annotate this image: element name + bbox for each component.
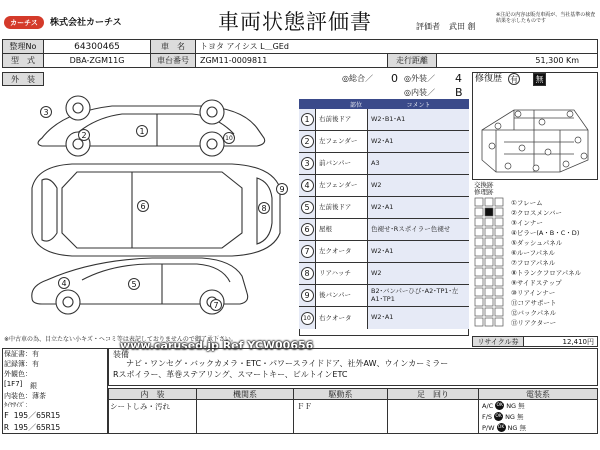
ok-mark: OK (497, 425, 505, 430)
ng-mark: NG (507, 423, 518, 432)
damage-row-5 (299, 197, 469, 219)
frame-item: ⑫バックパネル (511, 309, 557, 317)
damage-part: 左クオータ (316, 241, 368, 262)
drive-value: ＦＦ (297, 402, 312, 411)
frame-item: ①フレーム (511, 199, 543, 207)
damage-part: 右前後ドア (316, 109, 368, 130)
damage-comment: W2･A1 (371, 313, 394, 322)
ext-grade-value: 4 (455, 72, 462, 85)
frame-diagram (474, 90, 596, 178)
frame-item: ⑪コアサポート (511, 299, 557, 307)
header-note: ※注記の内容は販売車両が、当社基準の検査結果を示したものです (496, 12, 596, 24)
repair-has: 有 (510, 74, 518, 84)
frame-item: ⑤ダッシュパネル (511, 239, 563, 247)
damage-header (299, 99, 469, 109)
damage-part: 前バンパー (316, 153, 368, 174)
damage-num: 4 (301, 179, 314, 192)
interior-color-row: 内装色：薄茶 (4, 392, 46, 400)
recycle-value: 12,410円 (523, 336, 598, 347)
name-value: トヨタ アイシス L＿GEd (195, 39, 598, 54)
frame-item: ③インナー (511, 219, 543, 227)
damage-row-10 (299, 307, 469, 329)
frame-item: ⑥ルーフパネル (511, 249, 555, 257)
tire-rear: R 195／65R15 (4, 423, 61, 432)
mileage-value: 51,300 Km (436, 53, 598, 68)
damage-part: 左フェンダー (316, 175, 368, 196)
electrical-label: A/C (482, 401, 494, 410)
damage-header-comment: コメント (406, 101, 431, 109)
overall-label: ◎総合／ (342, 74, 373, 83)
frame-item: ⑨サイドステップ (511, 279, 562, 287)
diagram-marker-4: 4 (58, 277, 70, 289)
damage-part: 左フェンダー (316, 131, 368, 152)
damage-num: 8 (301, 267, 314, 280)
damage-row-1 (299, 109, 469, 131)
diagram-marker-6: 6 (137, 200, 149, 212)
none-mark: 無 (518, 402, 525, 410)
chassis-label: 車台番号 (150, 53, 196, 68)
diagram-marker-9: 9 (276, 183, 288, 195)
damage-part: 後バンパー (316, 285, 368, 306)
damage-num: 6 (301, 223, 314, 236)
frame-item: ②クロスメンバー (511, 209, 562, 217)
damage-num: 5 (301, 201, 314, 214)
damage-row-9 (299, 285, 469, 307)
interior-value: シートしみ・汚れ (110, 402, 170, 411)
int-grade-label: ◎内装／ (404, 88, 435, 97)
damage-part: 屋根 (316, 219, 368, 240)
diagram-marker-3: 3 (40, 106, 52, 118)
electrical-row-fs (482, 412, 523, 421)
diagram-marker-1: 1 (136, 125, 148, 137)
engine-box (196, 399, 294, 434)
damage-num: 2 (301, 135, 314, 148)
damage-num: 1 (301, 113, 314, 126)
repair-label: 修復歴 (475, 74, 503, 84)
damage-header-part: 部位 (349, 101, 362, 109)
suspension-heading: 足 回り (387, 388, 479, 400)
engine-heading: 機関系 (196, 388, 294, 400)
company-logo: カーチス (4, 16, 44, 29)
ext-grade-label: ◎外装／ (404, 74, 435, 83)
damage-comment: W2 (371, 268, 382, 277)
damage-comment: W2･A1 (371, 136, 394, 145)
electrical-row-ac (482, 401, 525, 410)
damage-comment: W2･A1 (371, 246, 394, 255)
interior-color-value: 薄茶 (32, 392, 46, 400)
damage-comment: W2･B1･A1 (371, 114, 406, 123)
drive-heading: 駆動系 (293, 388, 388, 400)
frame-item: ⑦フロアパネル (511, 259, 556, 267)
watermark: www.carused.jp Ref YCW00656 (120, 339, 314, 352)
frame-legend-items (511, 198, 599, 328)
model-value: DBA-ZGM11G (43, 53, 151, 68)
interior-heading: 内 装 (108, 388, 197, 400)
warranty-row: 保証書：有 (4, 350, 39, 358)
record-book-value: 有 (32, 360, 39, 368)
damage-row-6 (299, 219, 469, 241)
frame-item: ④ピラー(A・B・C・D) (511, 229, 580, 237)
damage-comment: A3 (371, 158, 380, 167)
equipment-line-1: ナビ・ワンセグ・バックカメラ・ETC・パワースライドドア、社外AW、ウインカーミラー (126, 359, 449, 368)
page-title: 車両状態評価書 (218, 10, 372, 34)
damage-part: 右クオータ (316, 307, 368, 329)
diagram-marker-10: 10 (223, 132, 235, 144)
damage-comment: B2･バンパーひび･A2･TP1･左A1･TP1 (371, 287, 459, 303)
damage-row-2 (299, 131, 469, 153)
tire-front: F 195／65R15 (4, 411, 61, 420)
exterior-color-row: 外観色： (4, 370, 32, 378)
damage-part: 左前後ドア (316, 197, 368, 218)
damage-row-3 (299, 153, 469, 175)
damage-row-7 (299, 241, 469, 263)
damage-num: 7 (301, 245, 314, 258)
frame-item: ⑧トランクフロアパネル (511, 269, 582, 277)
electrical-label: F/S (482, 412, 493, 421)
none-mark: 無 (519, 424, 526, 432)
damage-comment: W2 (371, 180, 382, 189)
chassis-value: ZGM11-0009811 (195, 53, 388, 68)
none-mark: 無 (516, 413, 524, 421)
frame-item: ⑬リアクターー (511, 319, 557, 327)
frame-item: ⑩リアインナー (511, 289, 556, 297)
equipment-line-2: Rスポイラー、革巻ステアリング、スマートキー、ビルトインETC (113, 370, 348, 379)
int-grade-value: B (455, 86, 463, 99)
damage-row-4 (299, 175, 469, 197)
evaluator-name: 武田 創 (449, 22, 476, 31)
repair-none: 無 (533, 73, 546, 86)
exterior-label: 外 装 (2, 72, 44, 86)
damage-comment: 色褪せ･Rスポイラー色褪せ (371, 224, 451, 233)
suspension-box (387, 399, 479, 434)
electrical-label: P/W (482, 423, 495, 432)
footnote: ※中古車の為、目立たない小キズ・ヘコミ等は表記しておりませんので御了承下さい。 (4, 336, 237, 343)
frame-legend-title-2: 修理跡 (474, 188, 494, 196)
damage-num: 10 (301, 312, 314, 325)
diagram-marker-2: 2 (78, 129, 90, 141)
exterior-color-value: 銀 (30, 382, 37, 390)
ok-mark: OK (496, 403, 503, 408)
company-name: 株式会社カーチス (50, 18, 122, 28)
evaluator-label: 評価者 (416, 22, 440, 31)
tire-size-label: ﾀｲﾔｻｲｽﾞ： (4, 402, 32, 409)
ref-label: 整理No (2, 39, 44, 54)
warranty-book-value: 有 (32, 350, 39, 358)
equipment-label: 装備 (113, 350, 129, 359)
electrical-heading: 電装系 (478, 388, 598, 400)
ok-mark: OK (495, 414, 502, 419)
frame-legend-title-1: 交換跡 (474, 181, 494, 189)
diagram-marker-8: 8 (258, 202, 270, 214)
damage-num: 9 (301, 289, 314, 302)
damage-comment: W2･A1 (371, 202, 394, 211)
ng-mark: NG (506, 401, 517, 410)
damage-part: リアハッチ (316, 263, 368, 284)
model-label: 型 式 (2, 53, 44, 68)
diagram-marker-5: 5 (128, 278, 140, 290)
car-diagram (2, 88, 298, 340)
damage-row-8 (299, 263, 469, 285)
frame-check-grid (474, 197, 510, 330)
recycle-label: リサイクル券 (472, 336, 524, 347)
ng-mark: NG (505, 412, 515, 421)
damage-num: 3 (301, 157, 314, 170)
record-row: 記録簿：有 (4, 360, 39, 368)
ref-value: 64300465 (43, 39, 151, 54)
diagram-marker-7: 7 (210, 299, 222, 311)
exterior-color-code: [1F7] (4, 380, 23, 388)
overall-value: 0 (391, 72, 398, 85)
electrical-row-pw (482, 423, 526, 432)
name-label: 車 名 (150, 39, 196, 54)
mileage-label: 走行距離 (387, 53, 437, 68)
